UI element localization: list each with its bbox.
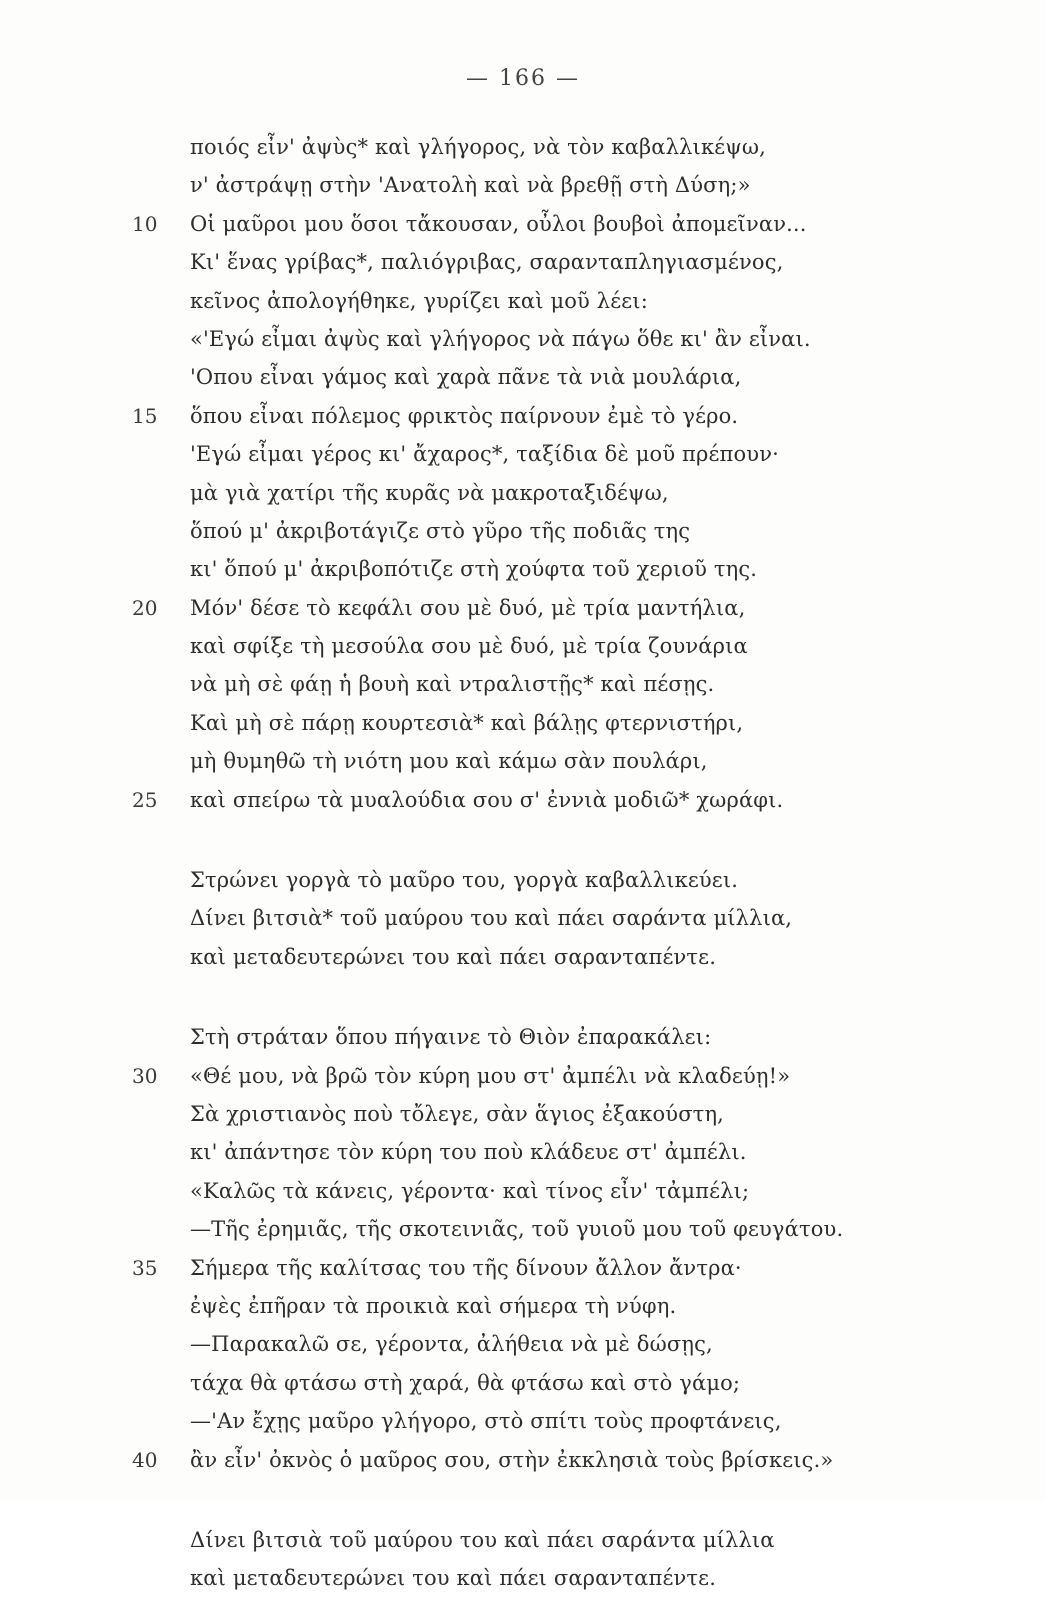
line-number: 35 [132,1255,158,1280]
line-text: Κι' ἕνας γρίβας*, παλιόγριβας, σαρανταπληγιασμένος, [190,250,784,275]
line-text: κι' ἀπάντησε τὸν κύρη του ποὺ κλάδευε στ' ἀμπέλι. [190,1140,747,1165]
line-text: Μόν' δέσε τὸ κεφάλι σου μὲ δυό, μὲ τρία μαντήλια, [190,595,746,620]
line-text: —'Αν ἔχῃς μαῦρο γλήγορο, στὸ σπίτι τοὺς προφτάνεις, [190,1409,782,1434]
poem-line [0,1210,1046,1248]
poem-line [0,781,1046,819]
line-text: ἂν εἶν' ὀκνὸς ὁ μαῦρος σου, στὴν ἐκκλησιὰ τοὺς βρίσκεις.» [190,1447,834,1472]
line-text: «Καλῶς τὰ κάνεις, γέροντα· καὶ τίνος εἶν' τἀμπέλι; [190,1178,750,1203]
poem-line [0,1249,1046,1287]
poem-line [0,166,1046,204]
line-text: ποιός εἶν' ἀψὺς* καὶ γλήγορος, νὰ τὸν καβαλλικέψω, [190,135,766,159]
poem-line [0,1057,1046,1095]
stanza-gap [0,976,1046,1018]
line-text: Δίνει βιτσιὰ τοῦ μαύρου του καὶ πάει σαράντα μίλλια [190,1527,775,1552]
poem-line [0,320,1046,358]
poem-line [0,899,1046,937]
stanza [0,1521,1046,1598]
line-text: μὰ γιὰ χατίρι τῆς κυρᾶς νὰ μακροταξιδέψω, [190,480,669,505]
poem-line [0,474,1046,512]
line-text: κι' ὅπού μ' ἀκριβοπότιζε στὴ χούφτα τοῦ χεριοῦ της. [190,557,758,582]
poem-line [0,1364,1046,1402]
poem-line [0,1287,1046,1325]
poem-line [0,1018,1046,1056]
poem-line [0,861,1046,899]
poem-line [0,938,1046,976]
stanza-gap [0,819,1046,861]
line-text: τάχα θὰ φτάσω στὴ χαρά, θὰ φτάσω καὶ στὸ γάμο; [190,1370,741,1395]
poem-line [0,282,1046,320]
poem-line [0,589,1046,627]
poem-line [0,358,1046,396]
line-number: 15 [132,403,158,428]
line-text: —Τῆς ἐρημιᾶς, τῆς σκοτεινιᾶς, τοῦ γυιοῦ μου τοῦ φευγάτου. [190,1217,844,1242]
line-text: Σὰ χριστιανὸς ποὺ τὄλεγε, σὰν ἅγιος ἐξακούστη, [190,1101,725,1126]
poem-line [0,243,1046,281]
line-number: 25 [132,787,158,812]
line-text: Δίνει βιτσιὰ* τοῦ μαύρου του καὶ πάει σαράντα μίλλια, [190,906,793,931]
poem-line [0,435,1046,473]
line-text: «'Εγώ εἶμαι ἀψὺς καὶ γλήγορος νὰ πάγω ὅθε κι' ἂν εἶναι. [190,326,811,351]
line-number: 20 [132,595,158,620]
line-text: ν' ἀστράψῃ στὴν 'Ανατολὴ καὶ νὰ βρεθῇ στὴ Δύση;» [190,173,751,198]
poem-body [0,128,1046,1598]
poem-line [0,1559,1046,1597]
line-text: 'Εγώ εἶμαι γέρος κι' ἄχαρος*, ταξίδια δὲ μοῦ πρέπουν· [190,442,779,467]
poem-line [0,1441,1046,1479]
poem-line [0,512,1046,550]
line-text: καὶ σφίξε τὴ μεσούλα σου μὲ δυό, μὲ τρία ζουνάρια [190,634,748,659]
poem-line [0,1095,1046,1133]
poem-line [0,1325,1046,1363]
line-text: καὶ σπείρω τὰ μυαλούδια σου σ' ἐννιὰ μοδιῶ* χωράφι. [190,787,784,812]
poem-line [0,742,1046,780]
stanza [0,861,1046,976]
poem-line [0,550,1046,588]
line-text: Καὶ μὴ σὲ πάρῃ κουρτεσιὰ* καὶ βάλῃς φτερνιστήρι, [190,710,744,735]
line-text: καὶ μεταδευτερώνει του καὶ πάει σαρανταπέντε. [190,1566,717,1591]
line-text: μὴ θυμηθῶ τὴ νιότη μου καὶ κάμω σὰν πουλάρι, [190,749,708,774]
line-text: καὶ μεταδευτερώνει του καὶ πάει σαρανταπέντε. [190,944,717,969]
line-text: ὅπου εἶναι πόλεμος φρικτὸς παίρνουν ἐμὲ τὸ γέρο. [190,403,739,428]
line-text: Οἱ μαῦροι μου ὅσοι τἄκουσαν, οὖλοι βουβοὶ ἀπομεῖναν... [190,211,807,236]
stanza [0,128,1046,819]
poem-line [0,205,1046,243]
line-number: 10 [132,211,158,236]
poem-line [0,1133,1046,1171]
stanza [0,1018,1046,1479]
line-number: 30 [132,1063,158,1088]
line-text: —Παρακαλῶ σε, γέροντα, ἀλήθεια νὰ μὲ δώσῃς, [190,1332,713,1357]
poem-line [0,1172,1046,1210]
line-number: 40 [132,1447,158,1472]
page-number: — 166 — [466,66,580,91]
line-text: Στὴ στράταν ὅπου πήγαινε τὸ Θιὸν ἐπαρακάλει: [190,1025,712,1050]
line-text: ὅπού μ' ἀκριβοτάγιζε στὸ γῦρο τῆς ποδιᾶς της [190,518,691,543]
poem-line [0,665,1046,703]
poem-line [0,128,1046,166]
line-text: Στρώνει γοργὰ τὸ μαῦρο του, γοργὰ καβαλλικεύει. [190,868,739,893]
poem-line [0,1521,1046,1559]
line-text: ἐψὲς ἐπῆραν τὰ προικιὰ καὶ σήμερα τὴ νύφη. [190,1293,677,1318]
line-text: κεῖνος ἀπολογήθηκε, γυρίζει καὶ μοῦ λέει: [190,288,648,313]
line-text: Σήμερα τῆς καλίτσας του τῆς δίνουν ἄλλον ἄντρα· [190,1255,742,1280]
line-text: νὰ μὴ σὲ φάῃ ἡ βουὴ καὶ ντραλιστῇς* καὶ πέσῃς. [190,672,715,697]
poem-line [0,627,1046,665]
poem-line [0,397,1046,435]
poem-line [0,1402,1046,1440]
line-text: 'Οπου εἶναι γάμος καὶ χαρὰ πᾶνε τὰ νιὰ μουλάρια, [190,365,742,390]
line-text: «Θέ μου, νὰ βρῶ τὸν κύρη μου στ' ἀμπέλι νὰ κλαδεύῃ!» [190,1063,791,1088]
poem-line [0,704,1046,742]
